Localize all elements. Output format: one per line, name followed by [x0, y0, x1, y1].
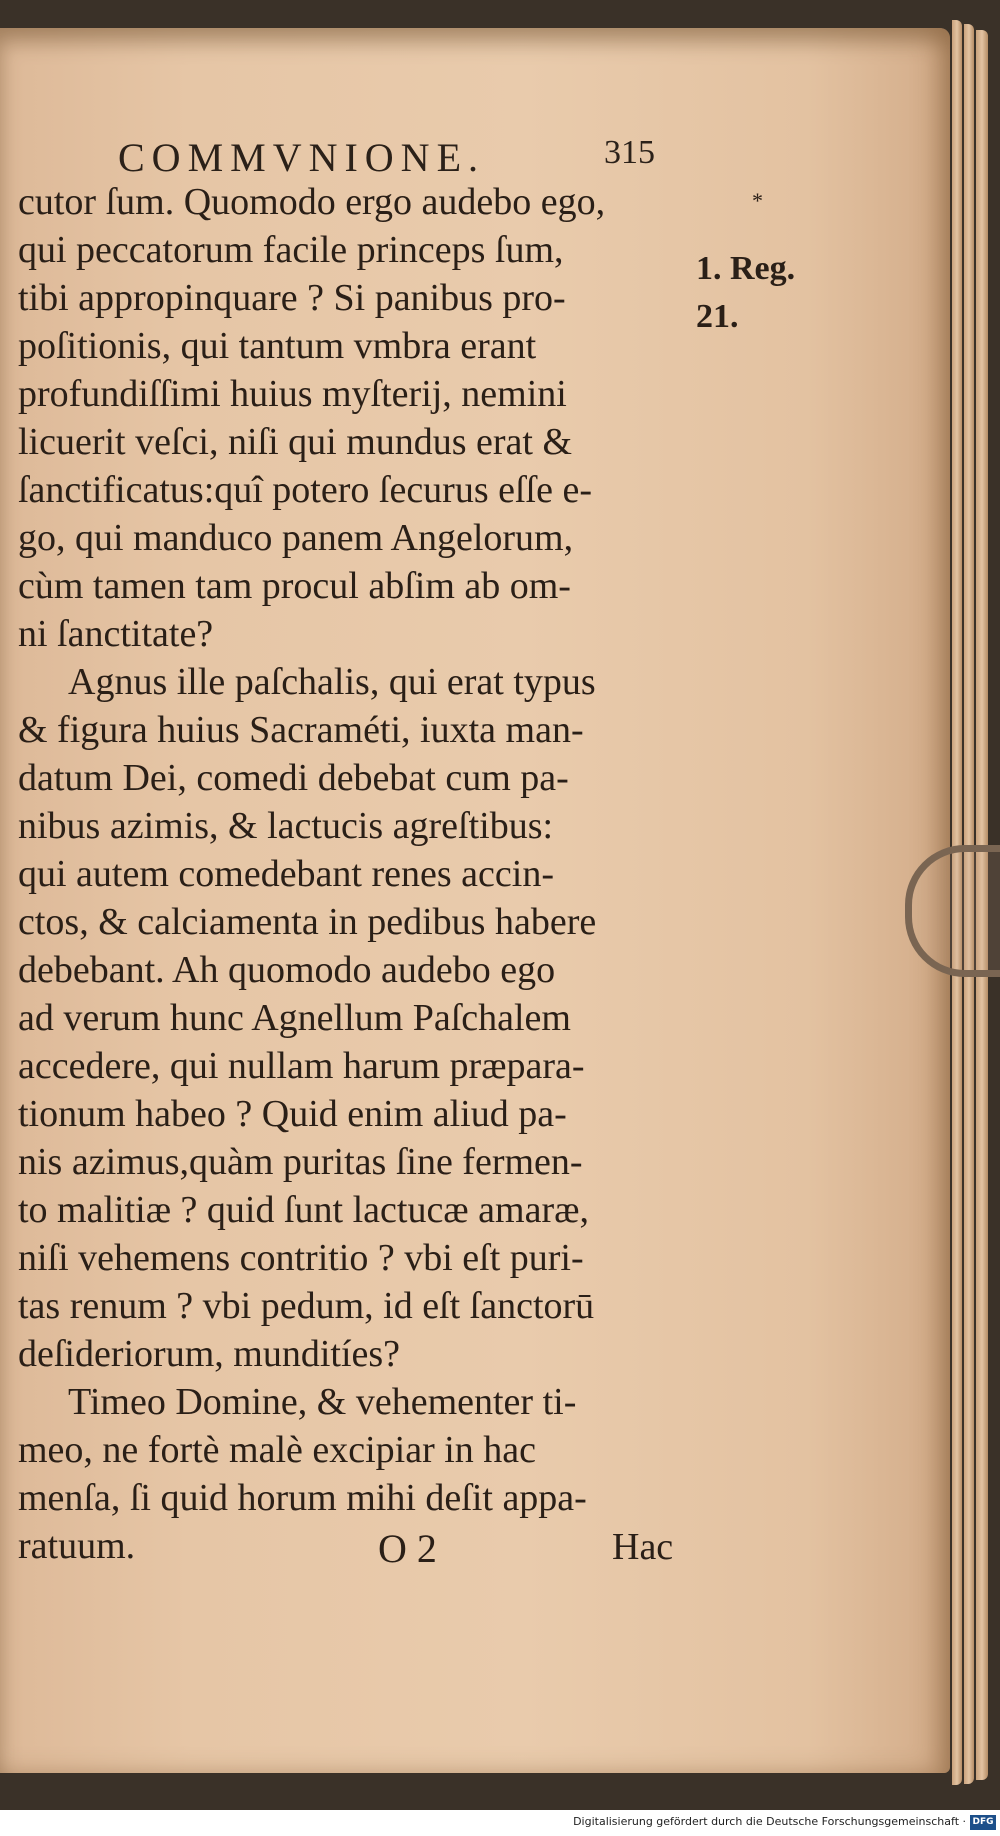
text-line: qui peccatorum facile princeps ſum, [18, 229, 564, 271]
digitization-credit-bar [0, 1810, 1000, 1836]
text-line: tionum habeo ? Quid enim aliud pa- [18, 1093, 567, 1135]
text-line: ni ſanctitate? [18, 613, 214, 655]
text-line: nis azimus,quàm puritas ſine fermen- [18, 1141, 583, 1183]
page-header [0, 126, 950, 186]
text-line: nibus azimis, & lactucis agreſtibus: [18, 805, 554, 847]
text-line: niſi vehemens contritio ? vbi eſt puri- [18, 1237, 584, 1279]
main-text-block [18, 178, 693, 1578]
text-line: datum Dei, comedi debebat cum pa- [18, 757, 569, 799]
marginal-footnote-mark: * [752, 188, 763, 213]
text-line: Timeo Domine, & vehementer ti- [68, 1381, 577, 1423]
marginal-reference-book: 1. Reg. [696, 250, 796, 287]
text-line: meo, ne fortè malè excipiar in hac [18, 1429, 537, 1471]
paper-page [0, 28, 950, 1773]
text-line: tibi appropinquare ? Si panibus pro- [18, 277, 566, 319]
text-line: tas renum ? vbi pedum, id eſt ſanctorū [18, 1285, 595, 1327]
text-line: licuerit veſci, niſi qui mundus erat & [18, 421, 573, 463]
text-line: debebant. Ah quomodo audebo ego [18, 949, 556, 991]
text-line: deſideriorum, munditíes? [18, 1333, 401, 1375]
text-line: to malitiæ ? quid ſunt lactucæ amaræ, [18, 1189, 589, 1231]
text-line: Agnus ille paſchalis, qui erat typus [68, 661, 596, 703]
text-line: ſanctificatus:quî potero ſecurus eſſe e- [18, 469, 592, 511]
catchword: Hac [612, 1526, 674, 1568]
page-number: 315 [604, 134, 655, 171]
text-line: qui autem comedebant renes accin- [18, 853, 554, 895]
text-line: ad verum hunc Agnellum Paſchalem [18, 997, 571, 1039]
text-line: profundiſſimi huius myſterij, nemini [18, 373, 567, 415]
running-head: COMMVNIONE. [118, 135, 485, 180]
text-line: accedere, qui nullam harum præpara- [18, 1045, 585, 1087]
text-line: menſa, ſi quid horum mihi deſit appa- [18, 1477, 587, 1519]
text-line: ctos, & calciamenta in pedibus habere [18, 901, 597, 943]
text-line: & figura huius Sacraméti, iuxta man- [18, 709, 584, 751]
dfg-credit-text: Digitalisierung gefördert durch die Deutsche Forschungsgemeinschaft · [573, 1815, 966, 1828]
text-line: ratuum. [18, 1525, 136, 1567]
text-line: cutor ſum. Quomodo ergo audebo ego, [18, 181, 606, 223]
text-line: go, qui manduco panem Angelorum, [18, 517, 574, 559]
marginal-reference-chapter: 21. [696, 298, 739, 335]
signature-mark: O 2 [378, 1526, 437, 1571]
text-line: poſitionis, qui tantum vmbra erant [18, 325, 537, 367]
dfg-logo: DFG [970, 1815, 996, 1830]
text-line: cùm tamen tam procul abſim ab om- [18, 565, 571, 607]
page-footer [0, 1525, 950, 1575]
